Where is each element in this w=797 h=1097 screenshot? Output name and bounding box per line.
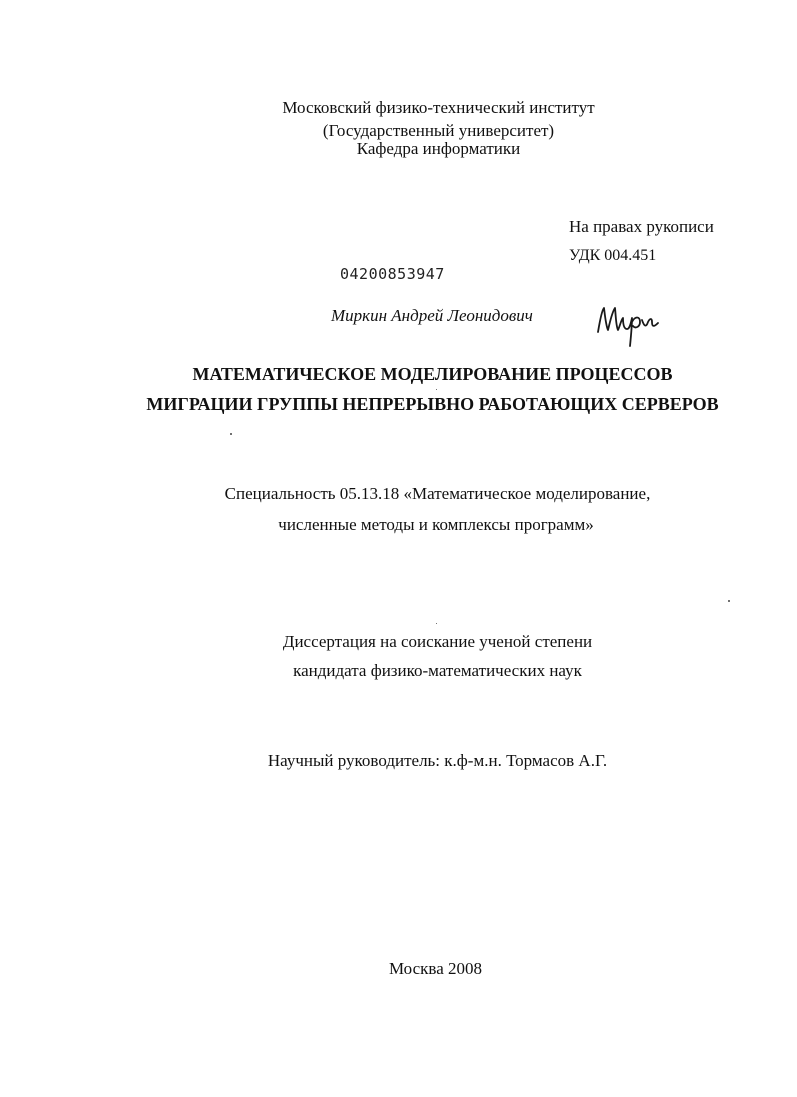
thesis-title-line-2: МИГРАЦИИ ГРУППЫ НЕПРЕРЫВНО РАБОТАЮЩИХ СЕРВЕРОВ <box>146 394 719 414</box>
udk-code: УДК 004.451 <box>569 247 657 264</box>
library-serial-number: 04200853947 <box>340 265 445 283</box>
scan-speck <box>436 623 437 624</box>
author-name: Миркин Андрей Леонидович <box>331 306 533 325</box>
scan-speck <box>728 600 730 602</box>
manuscript-rights: На правах рукописи <box>569 217 714 236</box>
city-year: Москва 2008 <box>388 959 483 978</box>
specialty-line-2: численные методы и комплексы программ» <box>278 515 594 534</box>
scientific-supervisor: Научный руководитель: к.ф-м.н. Тормасов А.Г. <box>267 751 608 770</box>
scan-speck <box>436 389 437 390</box>
scan-speck <box>230 433 232 435</box>
dissertation-line-1: Диссертация на соискание ученой степени <box>282 632 593 651</box>
department-name: Кафедра информатики <box>356 139 521 158</box>
institution-status: (Государственный университет) <box>322 121 555 140</box>
institution-name: Московский физико-технический институт <box>282 98 595 117</box>
specialty-line-1: Специальность 05.13.18 «Математическое моделирование, <box>224 484 651 503</box>
handwritten-signature-icon <box>590 296 670 352</box>
dissertation-line-2: кандидата физико-математических наук <box>293 661 582 680</box>
thesis-title-line-1: МАТЕМАТИЧЕСКОЕ МОДЕЛИРОВАНИЕ ПРОЦЕССОВ <box>192 364 673 384</box>
